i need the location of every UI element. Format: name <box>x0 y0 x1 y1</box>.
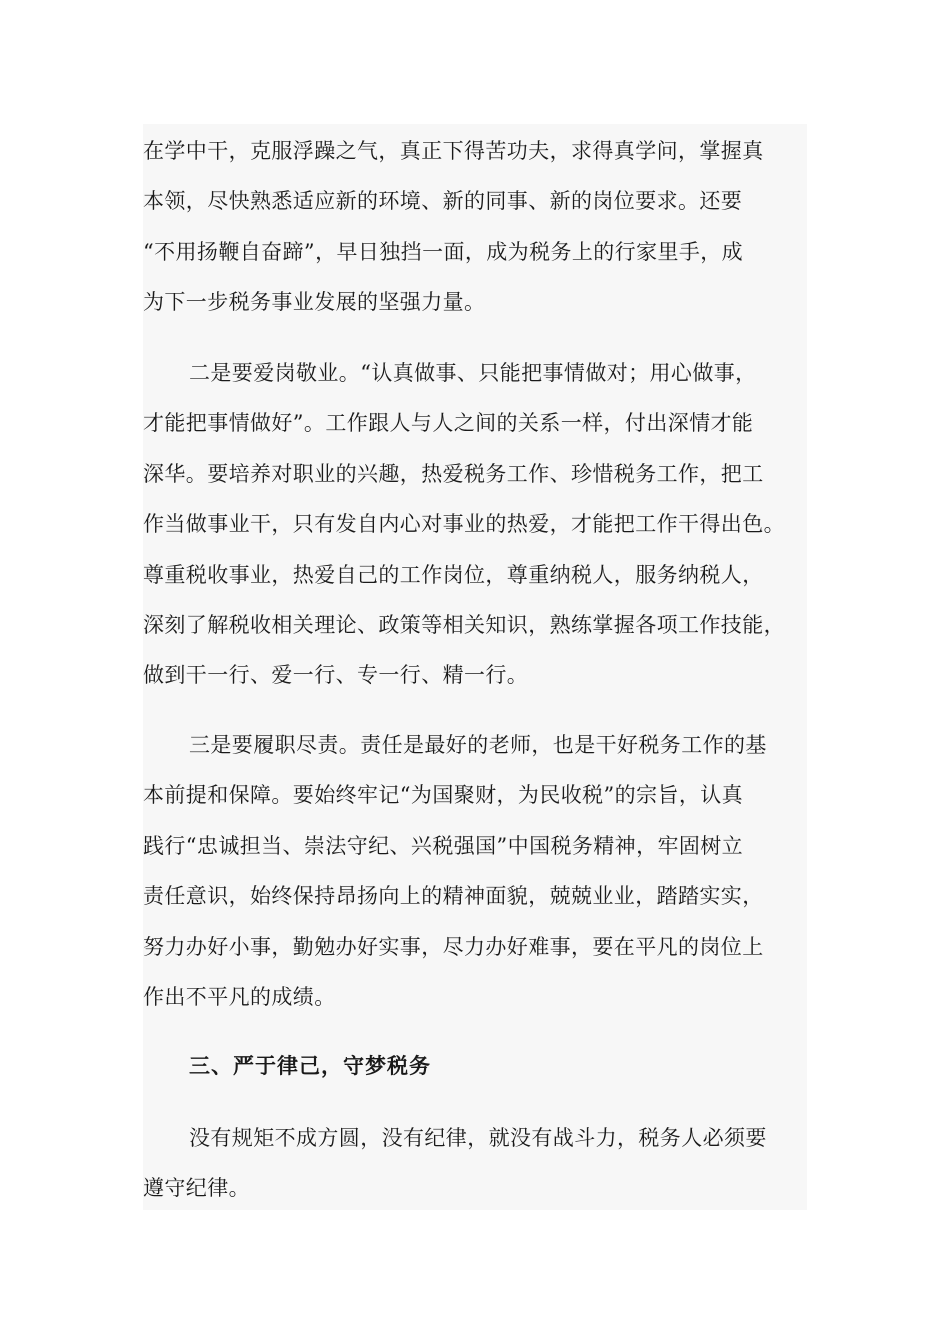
text-line: 做到干一行、爱一行、专一行、精一行。 <box>143 663 529 688</box>
section-heading-text: 三、严于律己，守梦税务 <box>189 1053 431 1078</box>
text-line: 在学中干，克服浮躁之气，真正下得苦功夫，求得真学问，掌握真 <box>143 139 764 163</box>
text-line: 践行“忠诚担当、崇法守纪、兴税强国”中国税务精神，牢固树立 <box>143 833 744 858</box>
paragraph-continuation <box>143 126 807 328</box>
paragraph-duty <box>143 720 807 1022</box>
document-page <box>143 124 807 1210</box>
text-line: 深华。要培养对职业的兴趣，热爱税务工作、珍惜税务工作，把工 <box>143 461 764 486</box>
text-line: 本领，尽快熟悉适应新的环境、新的同事、新的岗位要求。还要 <box>143 189 743 214</box>
paragraph-love-job <box>143 348 807 701</box>
text-line: 本前提和保障。要始终牢记“为国聚财，为民收税”的宗旨，认真 <box>143 783 744 808</box>
text-line: 责任意识，始终保持昂扬向上的精神面貌，兢兢业业，踏踏实实， <box>143 884 764 909</box>
text-line: 尊重税收事业，热爱自己的工作岗位，尊重纳税人，服务纳税人， <box>143 562 764 587</box>
text-line: 作当做事业干，只有发自内心对事业的热爱，才能把工作干得出色。 <box>143 512 785 537</box>
text-line: 深刻了解税收相关理论、政策等相关知识，熟练掌握各项工作技能， <box>143 613 785 638</box>
text-line: 才能把事情做好”。工作跟人与人之间的关系一样，付出深情才能 <box>143 411 754 436</box>
text-line: 三是要履职尽责。责任是最好的老师，也是干好税务工作的基 <box>189 733 767 757</box>
text-line: 作出不平凡的成绩。 <box>143 985 336 1010</box>
text-line: 努力办好小事，勤勉办好实事，尽力办好难事，要在平凡的岗位上 <box>143 934 764 959</box>
section-heading <box>143 1041 807 1091</box>
text-line: “不用扬鞭自奋蹄”，早日独挡一面，成为税务上的行家里手，成 <box>143 239 744 264</box>
text-line: 遵守纪律。 <box>143 1176 250 1201</box>
text-line: 为下一步税务事业发展的坚强力量。 <box>143 290 486 315</box>
paragraph-discipline <box>143 1113 807 1214</box>
text-line: 没有规矩不成方圆，没有纪律，就没有战斗力，税务人必须要 <box>189 1126 767 1150</box>
text-line: 二是要爱岗敬业。“认真做事、只能把事情做对；用心做事， <box>189 361 757 385</box>
